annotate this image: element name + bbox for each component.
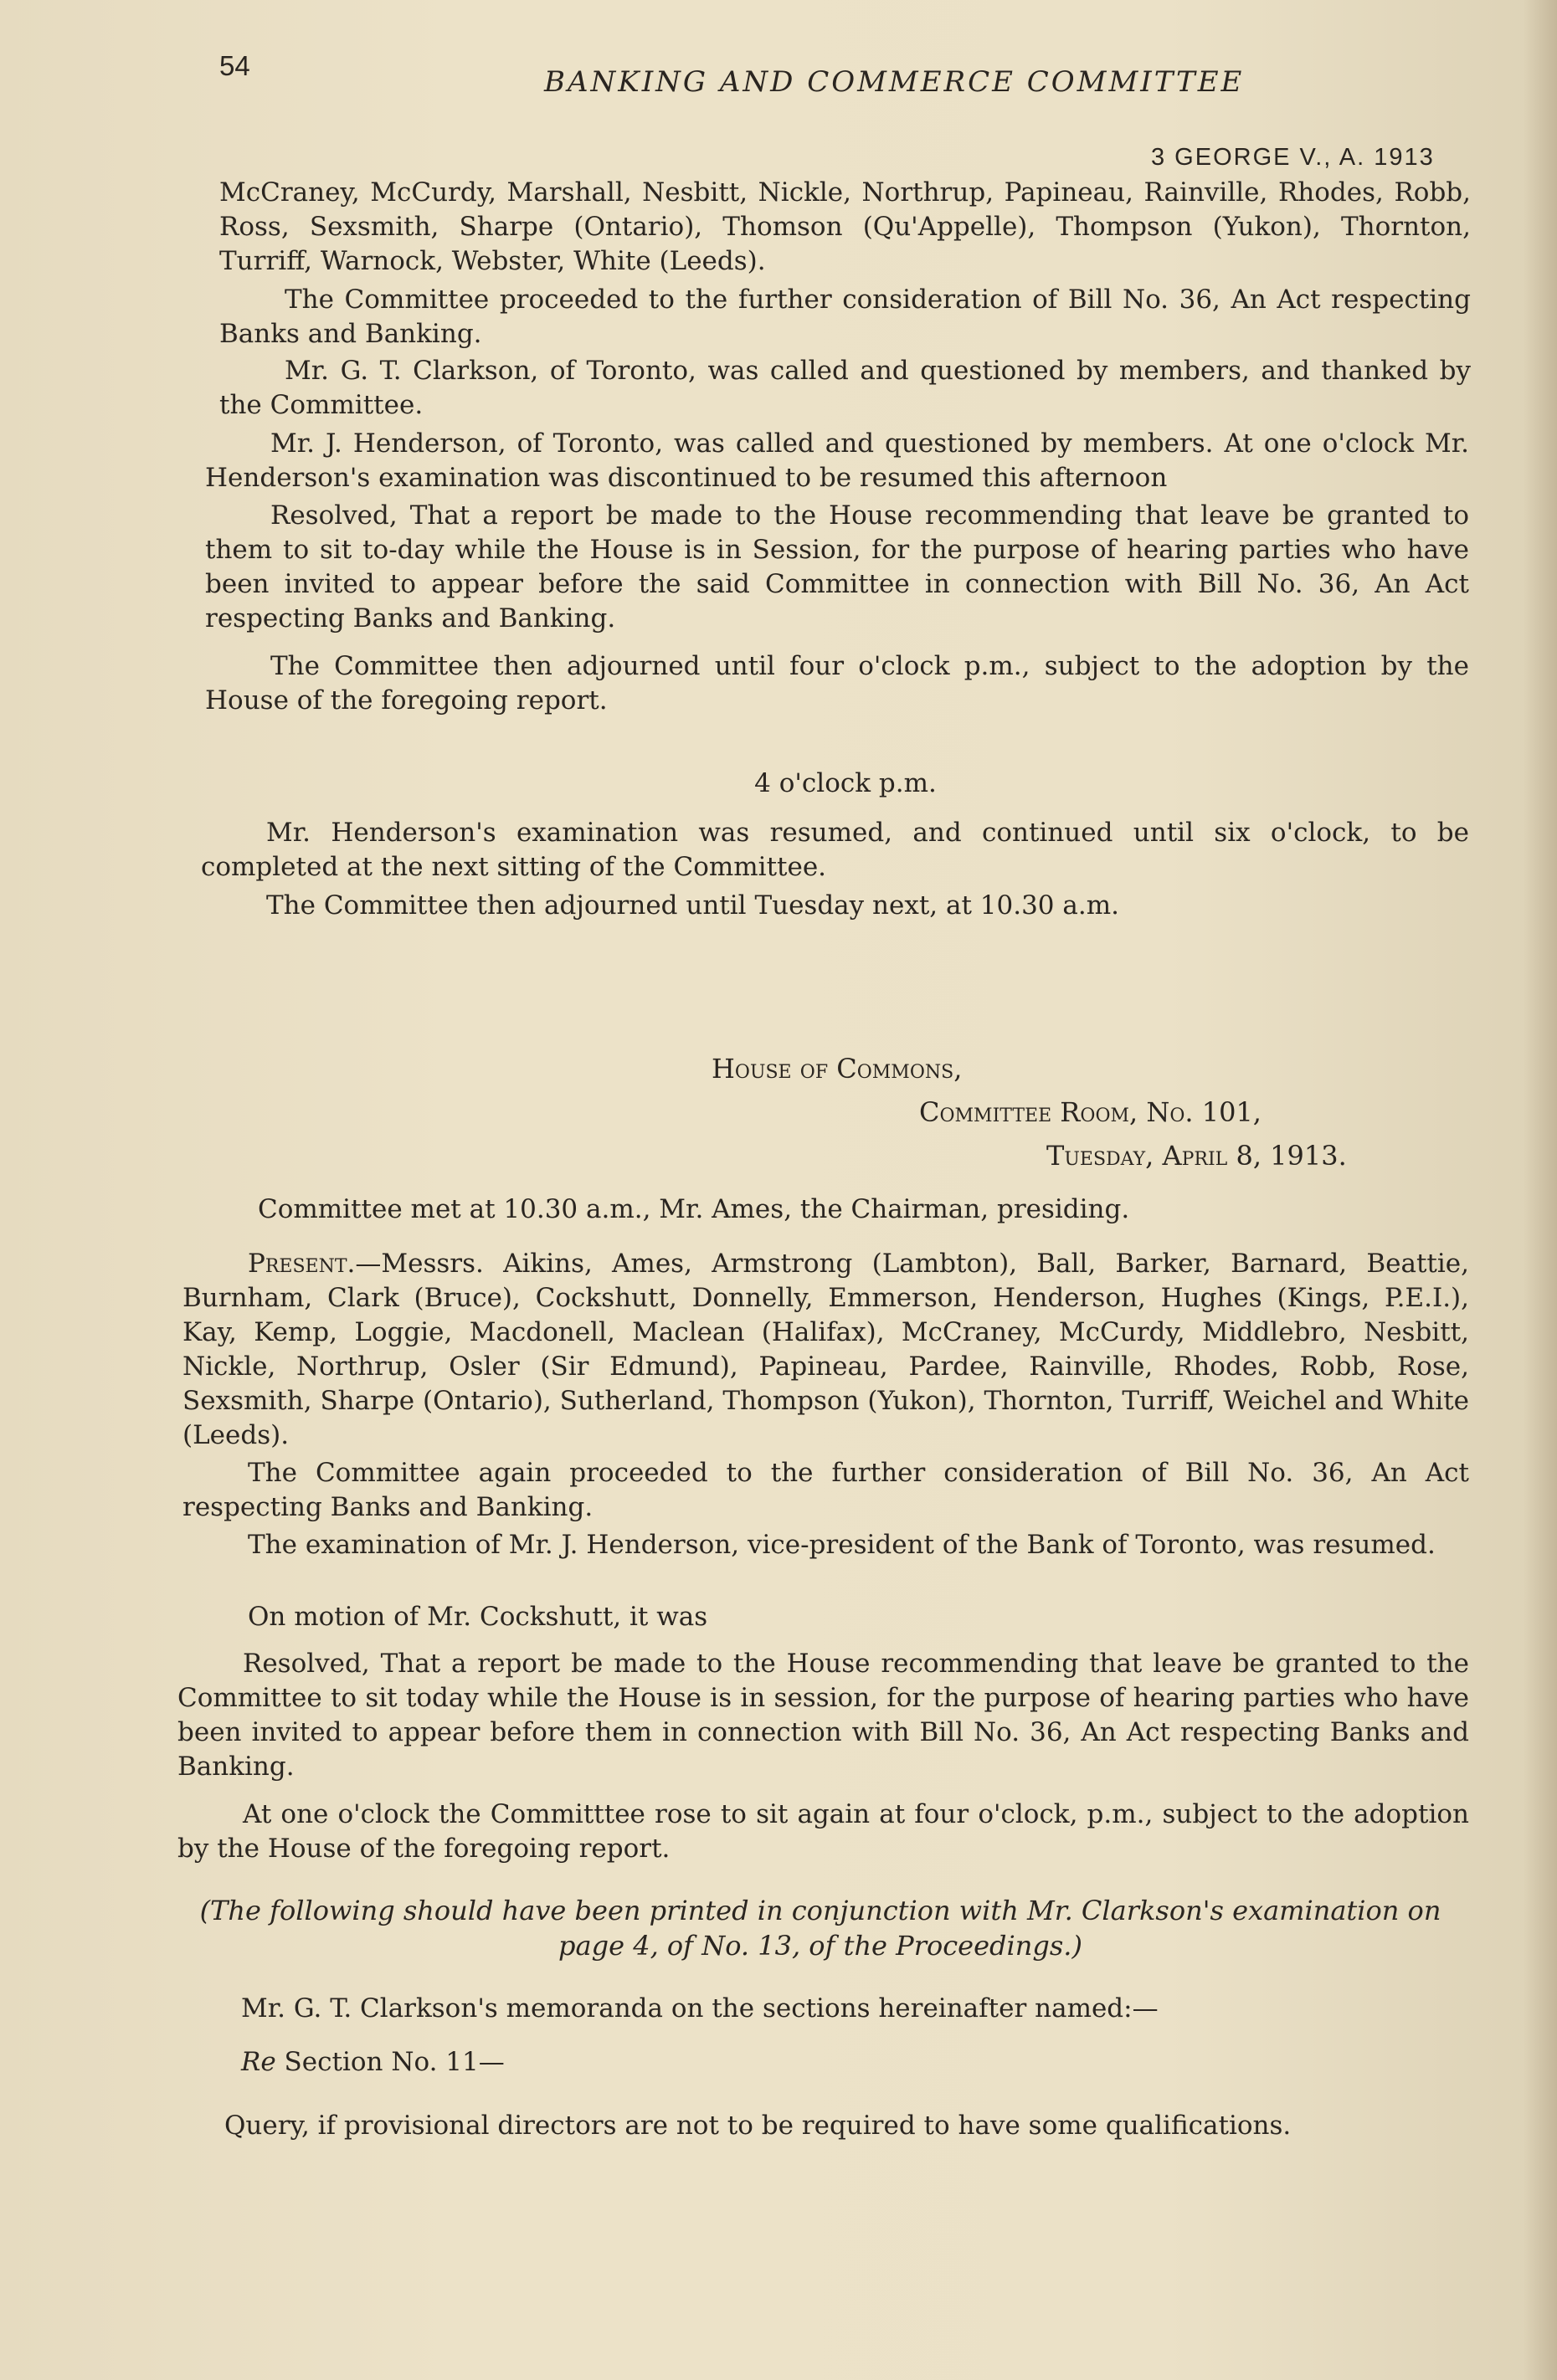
present-label: Present. — [248, 1249, 356, 1279]
editorial-note: (The following should have been printed in conjunction with Mr. Clarkson's examination on page 4, of No. 13, of the Proceedings.) — [199, 1895, 1441, 1962]
paragraph-resolved: Resolved, That a report be made to the House recommending that leave be granted to them to sit to-day while the House is in Session, for the purpose of hearing parties who have been invited to appear before the said Committee in connection with Bill No. 36, An Act respecting Banks and Banking. — [205, 500, 1469, 633]
page-number: 54 — [219, 50, 250, 81]
paragraph-proceeded-again: The Committee again proceeded to the further consideration of Bill No. 36, An Act respecting Banks and Banking. — [182, 1458, 1469, 1522]
paragraph-memoranda: Mr. G. T. Clarkson's memoranda on the sections hereinafter named:— — [241, 1993, 1159, 2024]
paragraph-rose: At one o'clock the Committtee rose to sit again at four o'clock, p.m., subject to the adoption by the House of the foregoing report. — [177, 1799, 1469, 1864]
paragraph-resolved-2: Resolved, That a report be made to the House recommending that leave be granted to the Committee to sit today while the House is in session, for the purpose of hearing parties who have been invited to appear before them in connection with Bill No. 36, An Act respecting Banks and Banking. — [177, 1649, 1469, 1782]
paragraph-motion: On motion of Mr. Cockshutt, it was — [248, 1602, 708, 1632]
page-edge-shadow — [1524, 0, 1557, 2380]
attendance-continued: McCraney, McCurdy, Marshall, Nesbitt, Nickle, Northrup, Papineau, Rainville, Rhodes, Robb, Ross, Sexsmith, Sharpe (Ontario), Thomson (Qu'Appelle), Thompson (Yukon), Thornton, Turriff, Warnock, Webster, White (Leeds). — [219, 177, 1471, 276]
section-number: Section No. 11— — [284, 2047, 505, 2077]
section-re: Re — [241, 2047, 276, 2077]
paragraph-clarkson: Mr. G. T. Clarkson, of Toronto, was called and questioned by members, and thanked by the Committee. — [219, 356, 1471, 420]
paragraph-present — [182, 1247, 1469, 1453]
paragraph-met: Committee met at 10.30 a.m., Mr. Ames, the Chairman, presiding. — [258, 1194, 1130, 1224]
place-committee-room: Committee Room, No. 101, — [919, 1096, 1262, 1128]
paragraph-proceeded: The Committee proceeded to the further consideration of Bill No. 36, An Act respecting Banks and Banking. — [219, 285, 1471, 349]
paragraph-henderson: Mr. J. Henderson, of Toronto, was called and questioned by members. At one o'clock Mr. Henderson's examination was discontinued to be resumed this afternoon — [205, 428, 1469, 493]
paragraph-adjourned-tuesday: The Committee then adjourned until Tuesday next, at 10.30 a.m. — [266, 890, 1119, 921]
paragraph-examination-resumed: Mr. Henderson's examination was resumed, and continued until six o'clock, to be completed at the next sitting of the Committee. — [201, 818, 1469, 882]
paragraph-adjourned: The Committee then adjourned until four o'clock p.m., subject to the adoption by the House of the foregoing report. — [205, 651, 1469, 716]
place-house-of-commons: House of Commons, — [712, 1053, 963, 1085]
regnal-year: 3 GEORGE V., A. 1913 — [1151, 144, 1435, 171]
date-line: Tuesday, April 8, 1913. — [1046, 1140, 1347, 1172]
section-heading — [241, 2045, 1469, 2080]
running-head: BANKING AND COMMERCE COMMITTEE — [544, 65, 1245, 99]
present-list: —Messrs. Aikins, Ames, Armstrong (Lambton), Ball, Barker, Barnard, Beattie, Burnham, Clark (Bruce), Cockshutt, Donnelly, Emmerson, Henderson, Hughes (Kings, P.E.I.), Kay, Kemp, Loggie, Macdonell, Maclean (Halifax), McCraney, McCurdy, Middlebro, Nesbitt, Nickle, Northrup, Osler (Sir Edmund), Papineau, Pardee, Rainville, Rhodes, Robb, Rose, Sexsmith, Sharpe (Ontario), Sutherland, Thompson (Yukon), Thornton, Turriff, Weichel and White (Leeds). — [182, 1249, 1469, 1450]
time-heading: 4 o'clock p.m. — [754, 768, 937, 798]
paragraph-examination-henderson: The examination of Mr. J. Henderson, vice-president of the Bank of Toronto, was resumed. — [248, 1530, 1436, 1560]
paragraph-query: Query, if provisional directors are not to be required to have some qualifications. — [224, 2111, 1292, 2141]
